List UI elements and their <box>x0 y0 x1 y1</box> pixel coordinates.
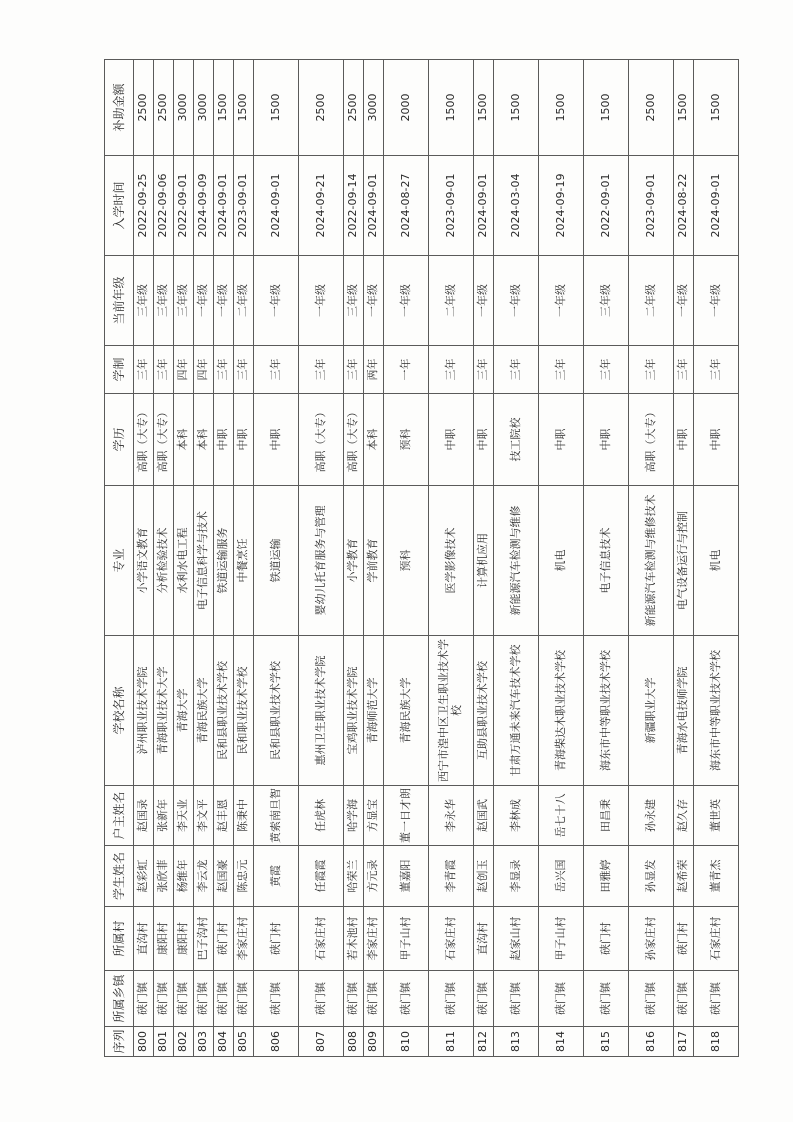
table-cell: 813 <box>494 1027 539 1057</box>
table-cell: 水利水电工程 <box>174 486 194 636</box>
header-cell: 学生姓名 <box>105 846 134 907</box>
table-cell: 四年 <box>174 346 194 394</box>
table-cell: 一年级 <box>494 256 539 346</box>
table-cell: 一年级 <box>299 256 344 346</box>
table-row <box>254 60 299 1057</box>
table-cell: 巴子沟村 <box>194 907 214 971</box>
table-cell: 2023-09-01 <box>429 156 474 256</box>
table-cell: 1500 <box>694 60 739 156</box>
table-cell: 三年级 <box>134 256 154 346</box>
table-cell: 硖门镇 <box>629 971 674 1027</box>
table-cell: 分析检验技术 <box>154 486 174 636</box>
table-cell: 1500 <box>494 60 539 156</box>
table-cell: 康阳村 <box>174 907 194 971</box>
subsidy-table <box>104 59 739 1057</box>
table-cell: 硖门镇 <box>174 971 194 1027</box>
table-cell: 硖门村 <box>674 907 694 971</box>
table-cell: 方显宝 <box>364 786 384 846</box>
table-cell: 董青杰 <box>694 846 739 907</box>
table-cell: 1500 <box>254 60 299 156</box>
table-cell: 中职 <box>234 394 254 486</box>
table-cell: 海东市中等职业技术学校 <box>694 636 739 786</box>
table-cell: 2024-09-01 <box>474 156 494 256</box>
table-cell: 二年级 <box>234 256 254 346</box>
table-cell: 婴幼儿托育服务与管理 <box>299 486 344 636</box>
table-row <box>299 60 344 1057</box>
table-cell: 赵久存 <box>674 786 694 846</box>
table-cell: 815 <box>584 1027 629 1057</box>
table-cell: 赵彩虹 <box>134 846 154 907</box>
table-cell: 中职 <box>539 394 584 486</box>
table-cell: 三年 <box>254 346 299 394</box>
table-cell: 方元录 <box>364 846 384 907</box>
table-cell: 孙显发 <box>629 846 674 907</box>
table-cell: 1500 <box>584 60 629 156</box>
table-cell: 医学影像技术 <box>429 486 474 636</box>
table-cell: 宝鸡职业技术学院 <box>344 636 364 786</box>
table-cell: 甘肃万通未来汽车技术学校 <box>494 636 539 786</box>
table-cell: 李天业 <box>174 786 194 846</box>
table-cell: 本科 <box>364 394 384 486</box>
table-cell: 高职（大专） <box>344 394 364 486</box>
table-cell: 三年 <box>674 346 694 394</box>
table-cell: 青海柴达木职业技术学校 <box>539 636 584 786</box>
rotated-table-container <box>104 60 722 1057</box>
table-cell: 陈忠元 <box>234 846 254 907</box>
table-cell: 一年级 <box>539 256 584 346</box>
table-row <box>194 60 214 1057</box>
table-cell: 孙家庄村 <box>629 907 674 971</box>
table-cell: 一年级 <box>214 256 234 346</box>
table-row <box>494 60 539 1057</box>
table-row <box>629 60 674 1057</box>
table-cell: 若木池村 <box>344 907 364 971</box>
table-cell: 张新年 <box>154 786 174 846</box>
table-row <box>134 60 154 1057</box>
table-cell: 三年级 <box>344 256 364 346</box>
table-row <box>384 60 429 1057</box>
table-cell: 新能源汽车检测与维修技术 <box>629 486 674 636</box>
table-cell: 电子信息科学与技术 <box>194 486 214 636</box>
header-cell: 序列 <box>105 1027 134 1057</box>
table-cell: 三年 <box>134 346 154 394</box>
table-cell: 高职（大专） <box>134 394 154 486</box>
table-row <box>474 60 494 1057</box>
table-cell: 赵国武 <box>474 786 494 846</box>
table-cell: 李青霞 <box>429 846 474 907</box>
table-cell: 董嘉阳 <box>384 846 429 907</box>
table-cell: 新能源汽车检测与维修 <box>494 486 539 636</box>
table-cell: 高职（大专） <box>629 394 674 486</box>
table-cell: 青海职业技术大学 <box>154 636 174 786</box>
table-cell: 硖门镇 <box>494 971 539 1027</box>
table-cell: 2024-09-21 <box>299 156 344 256</box>
table-cell: 一年级 <box>384 256 429 346</box>
header-cell: 学校名称 <box>105 636 134 786</box>
table-cell: 中职 <box>584 394 629 486</box>
table-cell: 任霞霞 <box>299 846 344 907</box>
header-cell: 所属乡镇 <box>105 971 134 1027</box>
table-cell: 804 <box>214 1027 234 1057</box>
header-cell: 学制 <box>105 346 134 394</box>
table-row <box>214 60 234 1057</box>
table-cell: 机电 <box>694 486 739 636</box>
header-cell: 学历 <box>105 394 134 486</box>
table-cell: 高职（大专） <box>154 394 174 486</box>
table-cell: 2024-09-09 <box>194 156 214 256</box>
table-cell: 青海大学 <box>174 636 194 786</box>
table-cell: 硖门镇 <box>214 971 234 1027</box>
header-cell: 所属村 <box>105 907 134 971</box>
table-cell: 硖门镇 <box>154 971 174 1027</box>
table-cell: 807 <box>299 1027 344 1057</box>
table-cell: 818 <box>694 1027 739 1057</box>
table-cell: 2022-09-01 <box>174 156 194 256</box>
table-cell: 三年 <box>694 346 739 394</box>
table-cell: 本科 <box>174 394 194 486</box>
table-cell: 三年 <box>234 346 254 394</box>
table-cell: 硖门镇 <box>254 971 299 1027</box>
table-cell: 1500 <box>429 60 474 156</box>
table-cell: 惠州卫生职业技术学院 <box>299 636 344 786</box>
table-cell: 2022-09-14 <box>344 156 364 256</box>
header-cell: 入学时间 <box>105 156 134 256</box>
table-cell: 2024-09-01 <box>694 156 739 256</box>
table-cell: 赵丰恩 <box>214 786 234 846</box>
table-cell: 学前教育 <box>364 486 384 636</box>
table-row <box>539 60 584 1057</box>
table-cell: 3000 <box>174 60 194 156</box>
table-cell: 2500 <box>134 60 154 156</box>
table-cell: 三年 <box>539 346 584 394</box>
table-cell: 一年级 <box>254 256 299 346</box>
table-cell: 1500 <box>539 60 584 156</box>
table-body <box>134 60 739 1057</box>
table-cell: 两年 <box>364 346 384 394</box>
table-cell: 青海水电技师学院 <box>674 636 694 786</box>
table-cell: 一年级 <box>364 256 384 346</box>
table-row <box>174 60 194 1057</box>
table-cell: 805 <box>234 1027 254 1057</box>
table-cell: 二年级 <box>429 256 474 346</box>
table-cell: 李家庄村 <box>364 907 384 971</box>
table-cell: 互助县职业技术学校 <box>474 636 494 786</box>
table-cell: 2500 <box>344 60 364 156</box>
table-cell: 中职 <box>429 394 474 486</box>
table-cell: 康阳村 <box>154 907 174 971</box>
table-cell: 甲子山村 <box>384 907 429 971</box>
table-cell: 硖门镇 <box>344 971 364 1027</box>
table-cell: 一年级 <box>194 256 214 346</box>
table-cell: 1500 <box>234 60 254 156</box>
table-cell: 董一日才朗 <box>384 786 429 846</box>
table-cell: 西宁市湟中区卫生职业技术学校 <box>429 636 474 786</box>
table-cell: 硖门镇 <box>234 971 254 1027</box>
table-cell: 2500 <box>629 60 674 156</box>
table-cell: 3000 <box>194 60 214 156</box>
table-cell: 黄霞 <box>254 846 299 907</box>
table-cell: 直沟村 <box>134 907 154 971</box>
table-cell: 陈秉中 <box>234 786 254 846</box>
table-cell: 任虎林 <box>299 786 344 846</box>
table-cell: 817 <box>674 1027 694 1057</box>
table-cell: 三年 <box>494 346 539 394</box>
table-cell: 田雅婷 <box>584 846 629 907</box>
table-cell: 2024-03-04 <box>494 156 539 256</box>
table-cell: 2022-09-25 <box>134 156 154 256</box>
table-cell: 泸州职业技术学院 <box>134 636 154 786</box>
table-cell: 三年级 <box>584 256 629 346</box>
table-cell: 1500 <box>474 60 494 156</box>
table-cell: 新疆职业大学 <box>629 636 674 786</box>
table-cell: 硖门村 <box>584 907 629 971</box>
table-cell: 一年 <box>384 346 429 394</box>
table-cell: 808 <box>344 1027 364 1057</box>
table-cell: 高职（大专） <box>299 394 344 486</box>
table-cell: 田昌秉 <box>584 786 629 846</box>
table-cell: 一年级 <box>474 256 494 346</box>
table-cell: 2024-09-01 <box>254 156 299 256</box>
table-row <box>694 60 739 1057</box>
table-cell: 电子信息技术 <box>584 486 629 636</box>
table-cell: 硖门镇 <box>134 971 154 1027</box>
table-cell: 甲子山村 <box>539 907 584 971</box>
table-cell: 铁道运输服务 <box>214 486 234 636</box>
table-cell: 海东市中等职业技术学校 <box>584 636 629 786</box>
table-cell: 2024-08-27 <box>384 156 429 256</box>
table-cell: 赵国录 <box>134 786 154 846</box>
table-cell: 三年 <box>154 346 174 394</box>
table-cell: 2022-09-06 <box>154 156 174 256</box>
table-cell: 1500 <box>674 60 694 156</box>
header-cell: 专业 <box>105 486 134 636</box>
table-cell: 811 <box>429 1027 474 1057</box>
table-cell: 黄索南旦智 <box>254 786 299 846</box>
table-cell: 中职 <box>674 394 694 486</box>
table-cell: 中职 <box>474 394 494 486</box>
table-cell: 2024-09-01 <box>364 156 384 256</box>
table-cell: 青海民族大学 <box>194 636 214 786</box>
table-cell: 中职 <box>694 394 739 486</box>
table-cell: 2023-09-01 <box>234 156 254 256</box>
table-cell: 董世英 <box>694 786 739 846</box>
table-cell: 杨维年 <box>174 846 194 907</box>
table-cell: 三年级 <box>154 256 174 346</box>
table-cell: 硖门村 <box>214 907 234 971</box>
table-cell: 816 <box>629 1027 674 1057</box>
table-cell: 民和县职业技术学校 <box>214 636 234 786</box>
table-cell: 石家庄村 <box>299 907 344 971</box>
table-cell: 硖门镇 <box>474 971 494 1027</box>
table-cell: 哈学海 <box>344 786 364 846</box>
table-cell: 2022-09-01 <box>584 156 629 256</box>
table-cell: 中职 <box>214 394 234 486</box>
table-cell: 技工院校 <box>494 394 539 486</box>
table-cell: 三年 <box>629 346 674 394</box>
table-cell: 2023-09-01 <box>629 156 674 256</box>
table-row <box>234 60 254 1057</box>
table-cell: 802 <box>174 1027 194 1057</box>
header-row <box>105 60 134 1057</box>
table-cell: 2024-09-01 <box>214 156 234 256</box>
table-cell: 民和职业技术学校 <box>234 636 254 786</box>
table-row <box>364 60 384 1057</box>
table-cell: 青海民族大学 <box>384 636 429 786</box>
table-row <box>674 60 694 1057</box>
table-cell: 青海师范大学 <box>364 636 384 786</box>
table-cell: 硖门镇 <box>584 971 629 1027</box>
table-cell: 硖门镇 <box>299 971 344 1027</box>
table-cell: 李显录 <box>494 846 539 907</box>
table-cell: 三年 <box>584 346 629 394</box>
table-cell: 三年 <box>429 346 474 394</box>
header-cell: 户主姓名 <box>105 786 134 846</box>
table-cell: 硖门镇 <box>429 971 474 1027</box>
table-cell: 二年级 <box>629 256 674 346</box>
table-cell: 李林成 <box>494 786 539 846</box>
table-cell: 硖门镇 <box>694 971 739 1027</box>
table-cell: 小学语文教育 <box>134 486 154 636</box>
table-cell: 硖门镇 <box>364 971 384 1027</box>
table-cell: 石家庄村 <box>429 907 474 971</box>
table-cell: 803 <box>194 1027 214 1057</box>
table-cell: 2000 <box>384 60 429 156</box>
table-cell: 哈荣兰 <box>344 846 364 907</box>
table-cell: 计算机应用 <box>474 486 494 636</box>
table-cell: 岳七十八 <box>539 786 584 846</box>
table-cell: 直沟村 <box>474 907 494 971</box>
table-cell: 赵创玉 <box>474 846 494 907</box>
table-cell: 一年级 <box>674 256 694 346</box>
table-cell: 机电 <box>539 486 584 636</box>
table-cell: 铁道运输 <box>254 486 299 636</box>
table-cell: 2500 <box>154 60 174 156</box>
table-cell: 硖门镇 <box>384 971 429 1027</box>
table-cell: 李文平 <box>194 786 214 846</box>
table-cell: 2500 <box>299 60 344 156</box>
table-cell: 中职 <box>254 394 299 486</box>
table-cell: 3000 <box>364 60 384 156</box>
table-cell: 2024-09-19 <box>539 156 584 256</box>
table-cell: 中餐烹饪 <box>234 486 254 636</box>
table-cell: 四年 <box>194 346 214 394</box>
table-cell: 814 <box>539 1027 584 1057</box>
table-cell: 三年 <box>344 346 364 394</box>
table-row <box>154 60 174 1057</box>
table-cell: 李云龙 <box>194 846 214 907</box>
table-row <box>344 60 364 1057</box>
table-cell: 三年 <box>214 346 234 394</box>
table-cell: 809 <box>364 1027 384 1057</box>
table-cell: 812 <box>474 1027 494 1057</box>
table-cell: 本科 <box>194 394 214 486</box>
table-cell: 赵家山村 <box>494 907 539 971</box>
table-cell: 电气设备运行与控制 <box>674 486 694 636</box>
table-cell: 801 <box>154 1027 174 1057</box>
table-cell: 2024-08-22 <box>674 156 694 256</box>
table-cell: 1500 <box>214 60 234 156</box>
table-cell: 张欣菲 <box>154 846 174 907</box>
table-cell: 岳兴国 <box>539 846 584 907</box>
table-cell: 三年级 <box>174 256 194 346</box>
table-cell: 李永华 <box>429 786 474 846</box>
table-cell: 石家庄村 <box>694 907 739 971</box>
table-cell: 预科 <box>384 486 429 636</box>
table-cell: 民和县职业技术学校 <box>254 636 299 786</box>
table-cell: 赵国豪 <box>214 846 234 907</box>
table-cell: 硖门镇 <box>539 971 584 1027</box>
table-row <box>429 60 474 1057</box>
table-cell: 一年级 <box>694 256 739 346</box>
table-cell: 三年 <box>474 346 494 394</box>
table-cell: 三年 <box>299 346 344 394</box>
table-row <box>584 60 629 1057</box>
table-cell: 806 <box>254 1027 299 1057</box>
table-cell: 李家庄村 <box>234 907 254 971</box>
table-cell: 预科 <box>384 394 429 486</box>
table-cell: 孙永建 <box>629 786 674 846</box>
table-cell: 硖门镇 <box>194 971 214 1027</box>
table-cell: 小学教育 <box>344 486 364 636</box>
table-cell: 硖门村 <box>254 907 299 971</box>
header-cell: 当前年级 <box>105 256 134 346</box>
table-cell: 810 <box>384 1027 429 1057</box>
table-cell: 800 <box>134 1027 154 1057</box>
header-cell: 补助金额 <box>105 60 134 156</box>
table-cell: 硖门镇 <box>674 971 694 1027</box>
table-cell: 赵希荣 <box>674 846 694 907</box>
